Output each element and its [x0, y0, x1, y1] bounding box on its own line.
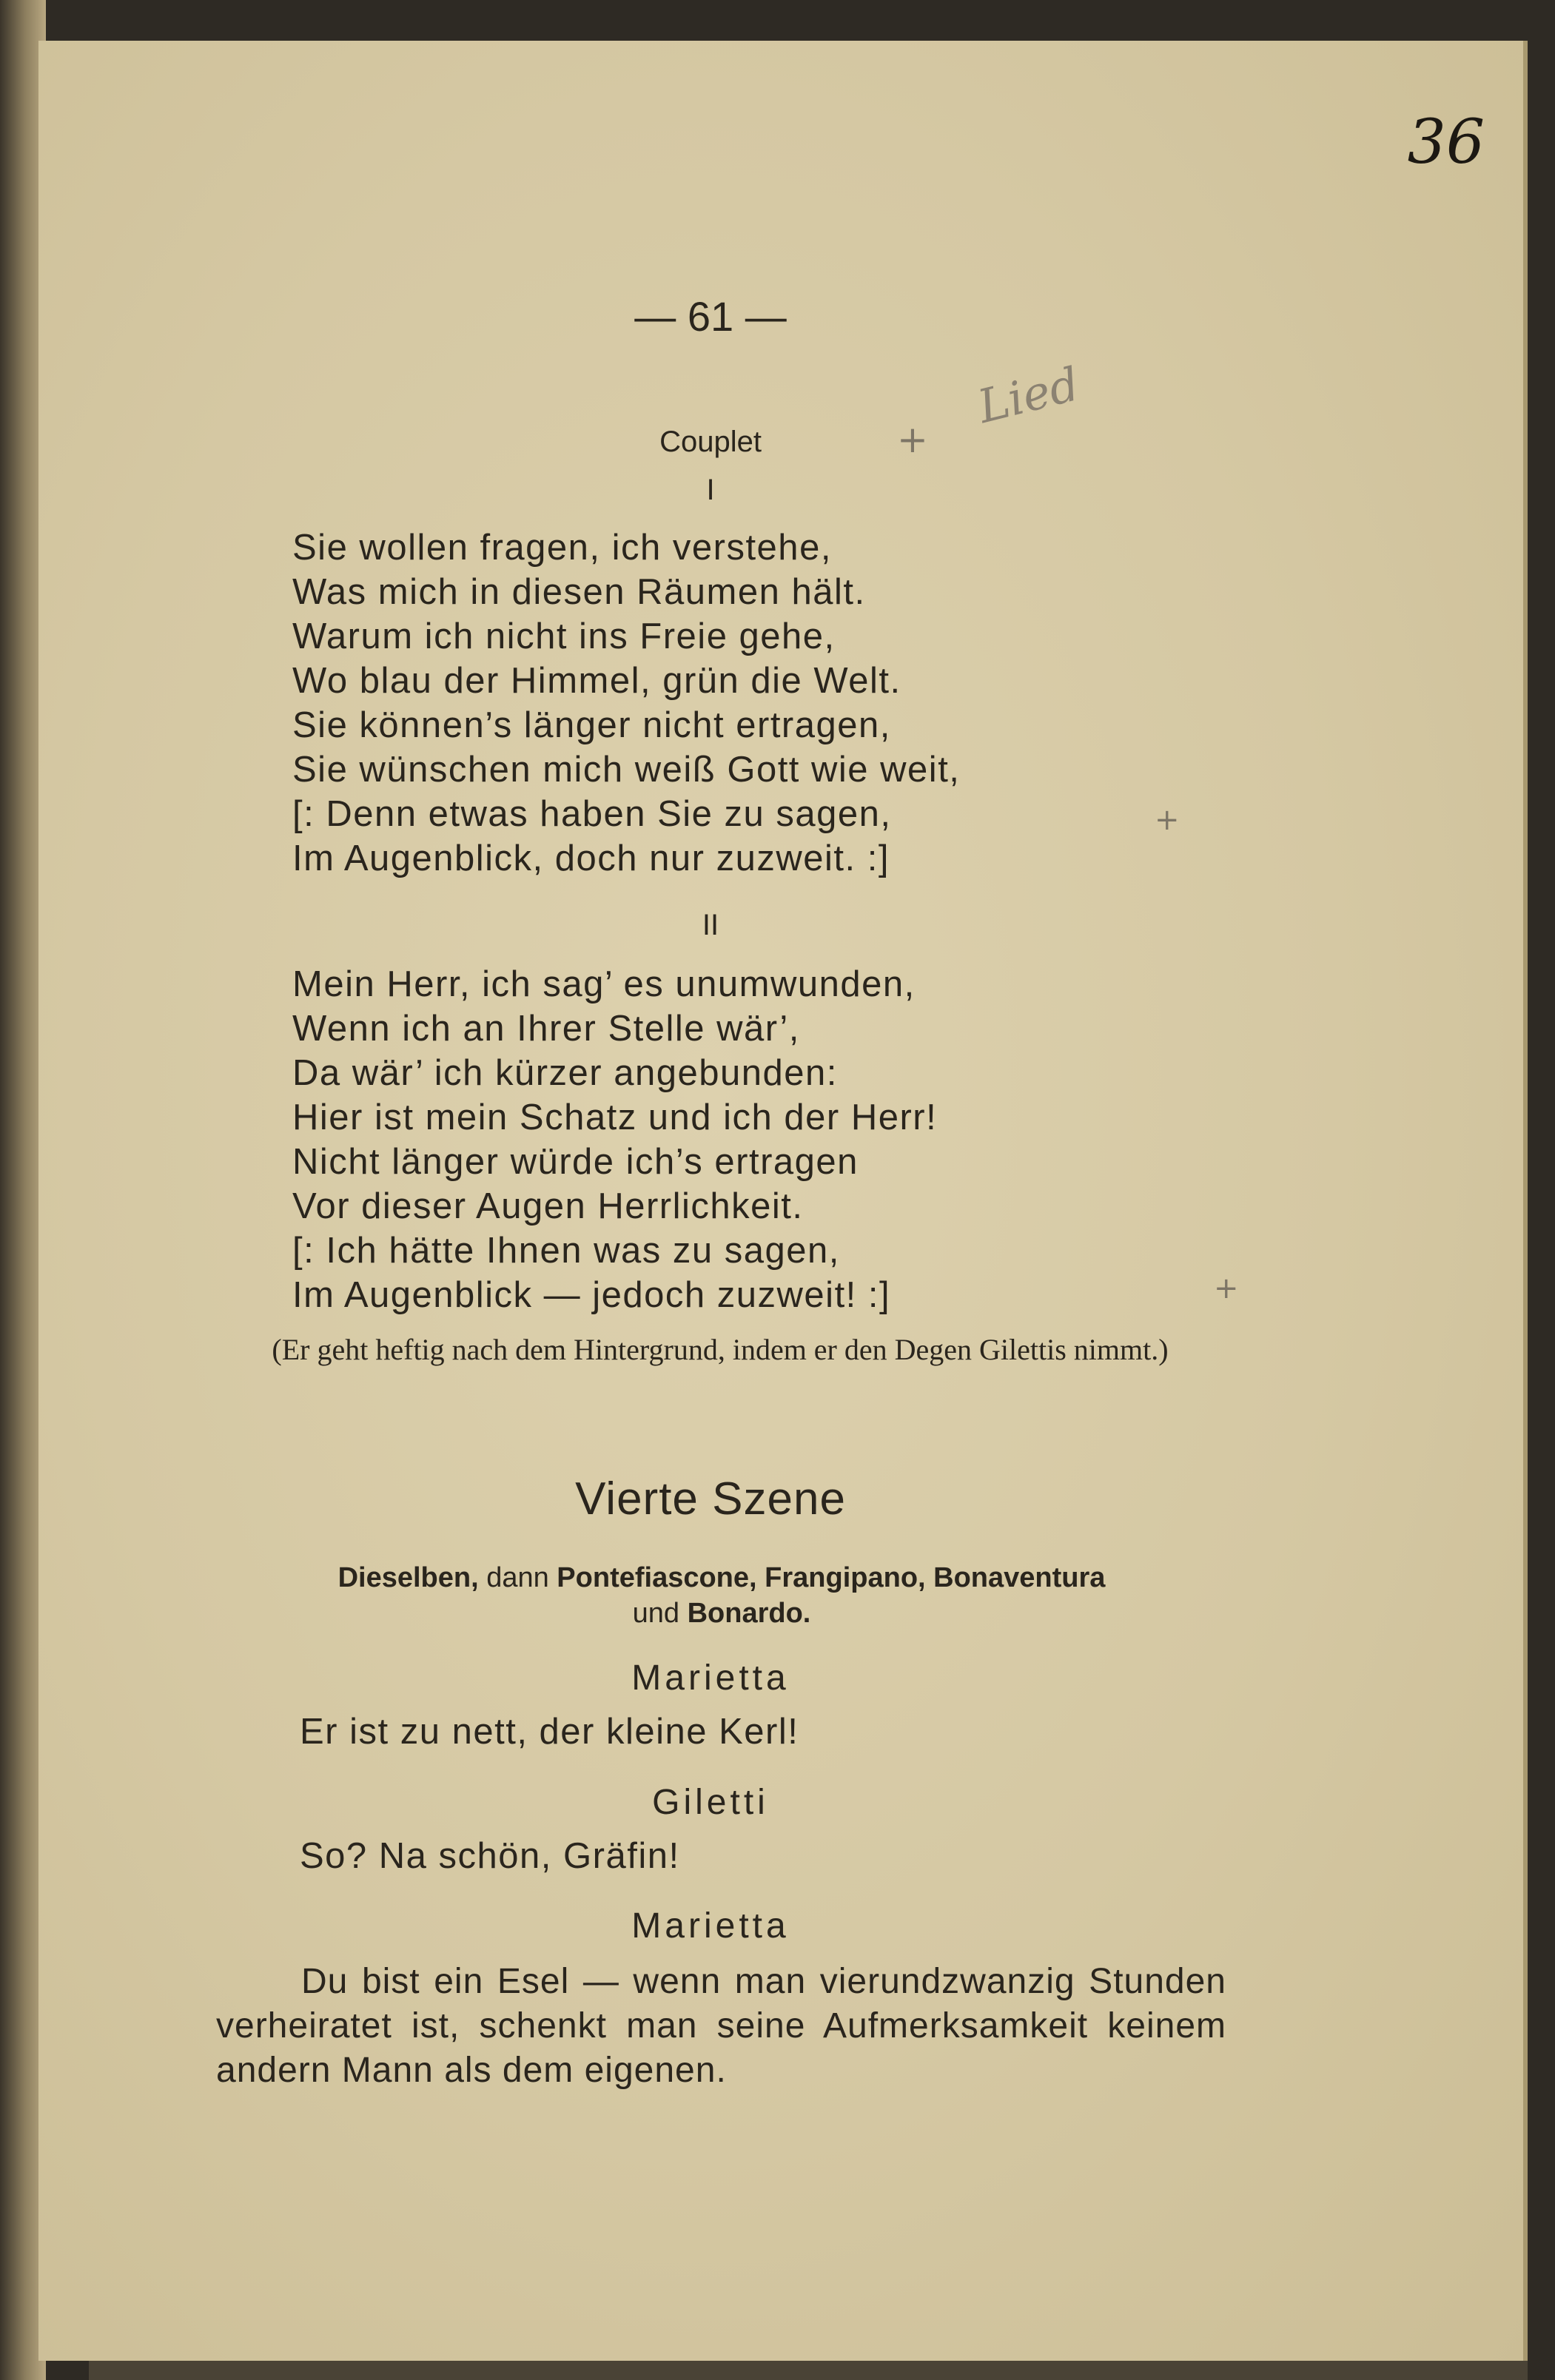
- speech-line: Er ist zu nett, der kleine Kerl!: [300, 1712, 799, 1752]
- couplet-heading: Couplet: [659, 426, 762, 458]
- speech-paragraph: Du bist ein Esel — wenn man vierundzwanzig Stunden verheiratet ist, schenkt man seine Aufmerksamkeit keinem andern Mann als dem eigenen.: [216, 1962, 1226, 2090]
- pencil-cross-mark: +: [1155, 803, 1180, 837]
- stage-direction: (Er geht heftig nach dem Hintergrund, indem er den Degen Gilettis nimmt.): [272, 1333, 1169, 1366]
- verse-line: Da wär’ ich kürzer angebunden:: [292, 1053, 838, 1093]
- cast-connector: und: [632, 1598, 688, 1629]
- verse-line: [: Ich hätte Ihnen was zu sagen,: [292, 1231, 840, 1271]
- stanza-1: [292, 525, 1269, 881]
- verse-line: Hier ist mein Schatz und ich der Herr!: [292, 1097, 938, 1137]
- cast-connector: dann: [478, 1562, 557, 1593]
- speaker-name: Marietta: [631, 1906, 790, 1946]
- pencil-annotation-word: Lied: [973, 357, 1085, 434]
- printed-page-number: — 61 —: [634, 293, 787, 340]
- cast-name: Dieselben,: [337, 1562, 479, 1593]
- stanza-2: [292, 962, 1269, 1317]
- verse-line: Sie wünschen mich weiß Gott wie weit,: [292, 750, 961, 790]
- verse-line: Im Augenblick — jedoch zuzweit! :]: [292, 1275, 891, 1315]
- verse-line: Was mich in diesen Räumen hält.: [292, 572, 866, 612]
- pencil-cross-mark: +: [1214, 1271, 1239, 1305]
- verse-line: Wenn ich an Ihrer Stelle wär’,: [292, 1009, 800, 1049]
- verse-line: Warum ich nicht ins Freie gehe,: [292, 616, 836, 656]
- scene-cast-list: [207, 1560, 1236, 1631]
- speech-line: So? Na schön, Gräfin!: [300, 1836, 680, 1876]
- verse-line: Sie wollen fragen, ich verstehe,: [292, 528, 832, 568]
- verse-line: Mein Herr, ich sag’ es unumwunden,: [292, 964, 916, 1004]
- verse-line: [: Denn etwas haben Sie zu sagen,: [292, 794, 892, 834]
- verse-line: Vor dieser Augen Herrlichkeit.: [292, 1186, 804, 1226]
- cast-name: Bonardo.: [687, 1598, 811, 1629]
- scene-title: Vierte Szene: [575, 1473, 846, 1525]
- verse-line: Nicht länger würde ich’s ertragen: [292, 1142, 859, 1182]
- handwritten-folio-number: 36: [1407, 107, 1485, 178]
- verse-line: Wo blau der Himmel, grün die Welt.: [292, 661, 901, 701]
- verse-line: Sie können’s länger nicht ertragen,: [292, 705, 891, 745]
- stanza-number-1: I: [706, 474, 715, 506]
- speaker-name: Marietta: [631, 1658, 790, 1698]
- pencil-cross-mark: +: [897, 418, 928, 461]
- speaker-name: Giletti: [652, 1783, 769, 1822]
- verse-line: Im Augenblick, doch nur zuzweit. :]: [292, 838, 890, 878]
- cast-name: Pontefiascone, Frangipano, Bonaventura: [557, 1562, 1106, 1593]
- stanza-number-2: II: [702, 909, 719, 941]
